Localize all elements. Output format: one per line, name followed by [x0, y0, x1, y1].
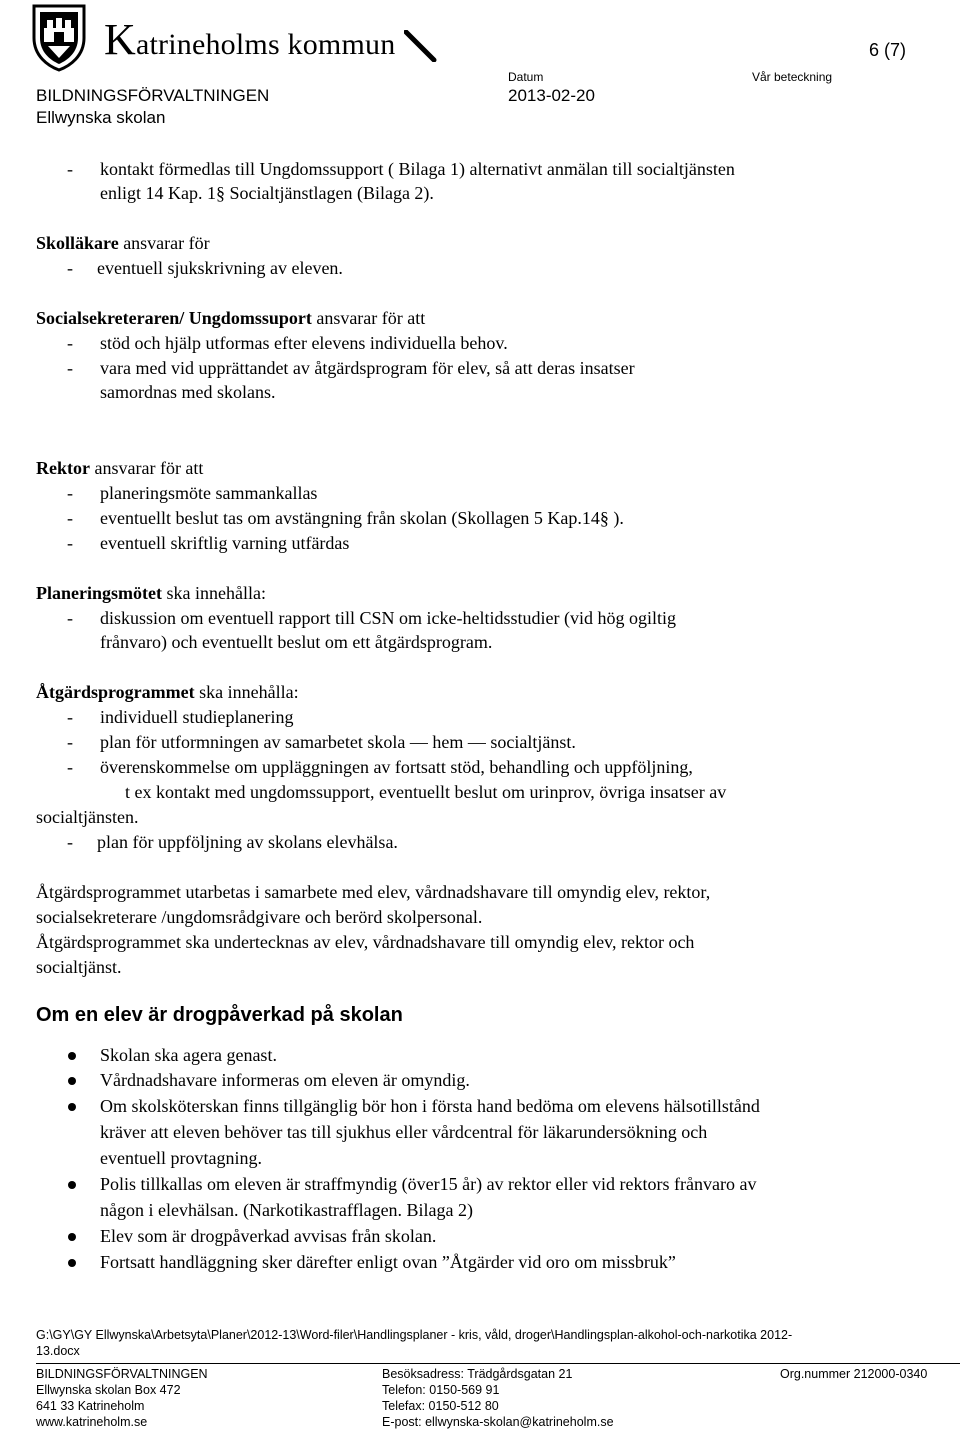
kommun-name-rest: atrineholms kommun — [135, 28, 396, 61]
bullet-item: Om skolsköterskan finns tillgänglig bör hon i första hand bedöma om elevens hälsotillstånd — [100, 1096, 760, 1116]
dash: - — [67, 483, 73, 503]
kommun-name-initial: K — [104, 15, 136, 64]
skollakare-rest: ansvarar för — [118, 233, 210, 253]
social-item: stöd och hjälp utformas efter elevens individuella behov. — [100, 333, 508, 353]
paragraph-line: Åtgärdsprogrammet utarbetas i samarbete med elev, vårdnadshavare till omyndig elev, rektor, — [36, 882, 711, 902]
rektor-rest: ansvarar för att — [89, 458, 204, 478]
bullet-icon — [68, 1259, 76, 1267]
bullet-icon — [68, 1233, 76, 1241]
social-heading: Socialsekreteraren/ Ungdomssuport — [36, 308, 312, 328]
dash: - — [67, 333, 73, 353]
footer-website: www.katrineholm.se — [36, 1415, 148, 1429]
paragraph-line: Åtgärdsprogrammet ska undertecknas av elev, vårdnadshavare till omyndig elev, rektor och — [36, 932, 695, 952]
bullet-item: Fortsatt handläggning sker därefter enligt ovan ”Åtgärder vid oro om missbruk” — [100, 1252, 676, 1272]
intro-line: kontakt förmedlas till Ungdomssupport ( Bilaga 1) alternativt anmälan till socialtjänsten — [100, 159, 735, 179]
bullet-item: Polis tillkallas om eleven är straffmyndig (över15 år) av rektor eller vid rektors frånvaro av — [100, 1174, 757, 1194]
planering-heading-line — [36, 581, 266, 605]
planering-item: diskussion om eventuell rapport till CSN om icke-heltidsstudier (vid hög ogiltig — [100, 608, 676, 628]
rektor-item: planeringsmöte sammankallas — [100, 483, 318, 503]
paragraph-line: socialsekreterare /ungdomsrådgivare och berörd skolpersonal. — [36, 907, 483, 927]
rektor-item: eventuell skriftlig varning utfärdas — [100, 533, 350, 553]
bullet-item: kräver att eleven behöver tas till sjukhus eller vårdcentral för läkarundersökning och — [100, 1122, 708, 1142]
paragraph-line: socialtjänst. — [36, 957, 122, 977]
dash: - — [67, 159, 73, 179]
skollakare-item: eventuell sjukskrivning av eleven. — [97, 258, 343, 278]
page-number: 6 (7) — [869, 40, 907, 60]
atgard-item: individuell studieplanering — [100, 707, 294, 727]
social-item: samordnas med skolans. — [100, 382, 276, 402]
dash: - — [67, 757, 73, 777]
social-item: vara med vid upprättandet av åtgärdsprogram för elev, så att deras insatser — [100, 358, 635, 378]
dash: - — [67, 533, 73, 553]
skollakare-heading-line — [36, 231, 210, 255]
bullet-item: Skolan ska agera genast. — [100, 1045, 277, 1065]
intro-line: enligt 14 Kap. 1§ Socialtjänstlagen (Bilaga 2). — [100, 183, 434, 203]
var-beteckning-label: Vår beteckning — [752, 70, 833, 84]
dash: - — [67, 258, 73, 278]
bullet-item: Elev som är drogpåverkad avvisas från skolan. — [100, 1226, 437, 1246]
footer-email: E-post: ellwynska-skolan@katrineholm.se — [382, 1415, 614, 1429]
atgard-heading-line — [36, 680, 299, 704]
footer-visiting-address: Besöksadress: Trädgårdsgatan 21 — [382, 1367, 573, 1381]
footer-school-box: Ellwynska skolan Box 472 — [36, 1383, 181, 1397]
bullet-icon — [68, 1181, 76, 1189]
footer-fax: Telefax: 0150-512 80 — [382, 1399, 499, 1413]
document-date: 2013-02-20 — [508, 86, 595, 105]
footer-divider — [36, 1363, 960, 1364]
atgard-item: överenskommelse om uppläggningen av fortsatt stöd, behandling och uppföljning, — [100, 757, 693, 777]
footer-postal: 641 33 Katrineholm — [36, 1399, 145, 1413]
rektor-item: eventuellt beslut tas om avstängning från skolan (Skollagen 5 Kap.14§ ). — [100, 508, 624, 528]
footer-org: BILDNINGSFÖRVALTNINGEN — [36, 1367, 208, 1381]
atgard-rest: ska innehålla: — [194, 682, 299, 702]
school-name: Ellwynska skolan — [36, 108, 166, 127]
bullet-item: någon i elevhälsan. (Narkotikastrafflagen. Bilaga 2) — [100, 1200, 474, 1220]
katrineholm-coat-of-arms-logo — [30, 2, 88, 72]
atgard-item: t ex kontakt med ungdomssupport, eventuellt beslut om urinprov, övriga insatser av — [125, 782, 727, 802]
atgard-item: socialtjänsten. — [36, 807, 139, 827]
rektor-heading-line — [36, 456, 203, 480]
file-path: 13.docx — [36, 1344, 80, 1358]
datum-label: Datum — [508, 70, 544, 84]
bullet-icon — [68, 1077, 76, 1085]
skollakare-heading: Skolläkare — [36, 233, 119, 253]
planering-item: frånvaro) och eventuellt beslut om ett åtgärdsprogram. — [100, 632, 493, 652]
footer-org-number: Org.nummer 212000-0340 — [780, 1367, 928, 1381]
logo-slash-mark — [404, 30, 438, 62]
dash: - — [67, 832, 73, 852]
atgard-heading: Åtgärdsprogrammet — [36, 682, 195, 702]
atgard-item: plan för uppföljning av skolans elevhälsa. — [97, 832, 398, 852]
dash: - — [67, 608, 73, 628]
file-path: G:\GY\GY Ellwynska\Arbetsyta\Planer\2012-13\Word-filer\Handlingsplaner - kris, våld, droger\Handlingsplan-alkohol-och-narkotika 2012- — [36, 1328, 793, 1342]
kommun-name — [104, 15, 396, 64]
dash: - — [67, 358, 73, 378]
organization-name: BILDNINGSFÖRVALTNINGEN — [36, 86, 270, 105]
rektor-heading: Rektor — [36, 458, 90, 478]
bullet-icon — [68, 1052, 76, 1060]
planering-rest: ska innehålla: — [161, 583, 266, 603]
dash: - — [67, 508, 73, 528]
footer-phone: Telefon: 0150-569 91 — [382, 1383, 500, 1397]
dash: - — [67, 732, 73, 752]
social-rest: ansvarar för att — [311, 308, 426, 328]
dash: - — [67, 707, 73, 727]
social-heading-line — [36, 306, 425, 330]
atgard-item: plan för utformningen av samarbetet skola — hem — socialtjänst. — [100, 732, 576, 752]
bullet-item: eventuell provtagning. — [100, 1148, 262, 1168]
section-heading: Om en elev är drogpåverkad på skolan — [36, 1004, 403, 1026]
bullet-item: Vårdnadshavare informeras om eleven är omyndig. — [100, 1070, 470, 1090]
bullet-icon — [68, 1103, 76, 1111]
planering-heading: Planeringsmötet — [36, 583, 162, 603]
